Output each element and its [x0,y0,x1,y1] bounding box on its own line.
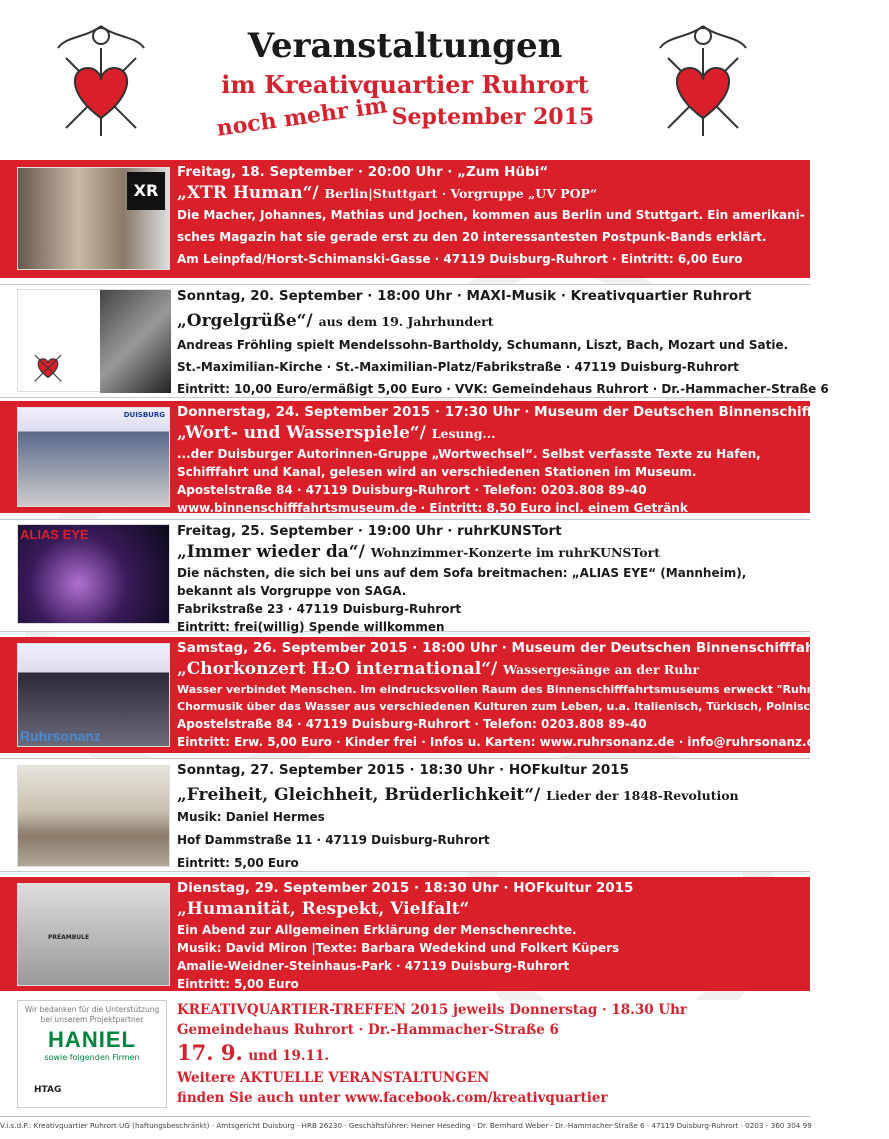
event-text: Schifffahrt und Kanal, gelesen wird an verschiedenen Stationen im Museum. [177,465,697,479]
event-card [0,284,829,398]
event-text: Wasser verbindet Menschen. Im eindrucksvollen Raum des Binnenschifffahrtsmuseums erweckt "Ruhrsonanz e.V." [177,683,889,696]
promo-line: Gemeindehaus Ruhrort · Dr.-Hammacher-Straße 6 [177,1022,559,1038]
event-title: „XTR Human“/ Berlin|Stuttgart · Vorgruppe „UV POP“ [177,183,598,203]
scribble-text: noch mehr im [214,92,389,142]
event-text: Eintritt: frei(willig) Spende willkommen [177,620,445,634]
event-text: Andreas Fröhling spielt Mendelssohn-Bartholdy, Schumann, Liszt, Bach, Mozart und Satie. [177,338,789,352]
sacred-heart-emblem-icon [26,340,70,388]
page-title: Veranstaltungen [247,26,563,66]
sponsor-thanks: Wir bedanken für die Unterstützung bei unserem Projektpartner [24,1005,160,1024]
event-text: Am Leinpfad/Horst-Schimanski-Gasse · 47119 Duisburg-Ruhrort · Eintritt: 6,00 Euro [177,252,743,266]
event-text: Chormusik über das Wasser aus verschiedenen Kulturen zum Leben, u.a. Italienisch, Türkisch, Polnisch, Japanisch. [177,700,889,713]
event-text: ...der Duisburger Autorinnen-Gruppe „Wortwechsel“. Selbst verfasste Texte zu Hafen, [177,447,761,461]
event-date: Donnerstag, 24. September 2015 · 17:30 Uhr · Museum der Deutschen Binnenschifffahrt [177,404,851,420]
header [0,0,810,158]
footer [0,1000,810,1112]
promo-line: KREATIVQUARTIER-TREFFEN 2015 jeweils Donnerstag · 18.30 Uhr [177,1002,688,1018]
event-photo [17,167,170,270]
event-text: Musik: Daniel Hermes [177,810,325,824]
event-photo [17,765,170,867]
event-text: Die Macher, Johannes, Mathias und Jochen, kommen aus Berlin und Stuttgart. Ein amerikani- [177,208,805,222]
event-title: „Immer wieder da“/ Wohnzimmer-Konzerte im ruhrKUNSTort [177,542,661,562]
sponsor-firms: sowie folgenden Firmen [44,1053,140,1062]
event-photo: PRÉAMBULE [17,883,170,986]
event-card [0,401,851,515]
event-card [0,637,889,753]
imprint: V.i.s.d.P.: Kreativquartier Ruhrort UG (haftungsbeschränkt) · Amtsgericht Duisburg · HRB 26230 · Geschäftsführer: Heiner Heseding · Dr. Bernhard Weber · Dr.-Hammacher-Straße 6 · 47119 Duisburg-Ruhrort · 0203 - 360 304 99 [0,1116,810,1130]
event-date: Samstag, 26. September 2015 · 18:00 Uhr · Museum der Deutschen Binnenschifffahrt [177,640,828,656]
event-text: www.binnenschifffahrtsmuseum.de · Eintritt: 8,50 Euro incl. einem Getränk [177,501,688,515]
event-text: Eintritt: Erw. 5,00 Euro · Kinder frei · Infos u. Karten: www.ruhrsonanz.de · info@ruhrsonanz.de [177,735,824,749]
event-text: Eintritt: 5,00 Euro [177,856,299,870]
event-date: Sonntag, 20. September · 18:00 Uhr · MAXI-Musik · Kreativquartier Ruhrort [177,288,752,304]
event-date: Freitag, 18. September · 20:00 Uhr · „Zum Hübi“ [177,164,549,180]
event-photo: ALIAS EYE [17,524,170,624]
event-text: Fabrikstraße 23 · 47119 Duisburg-Ruhrort [177,602,462,616]
promo-text [177,1000,802,1108]
event-text: Die nächsten, die sich bei uns auf dem Sofa breitmachen: „ALIAS EYE“ (Mannheim), [177,566,747,580]
month-text: September 2015 [391,104,595,130]
promo-line: Weitere AKTUELLE VERANSTALTUNGEN [177,1070,490,1086]
event-date: Freitag, 25. September · 19:00 Uhr · ruhrKUNSTort [177,523,562,539]
event-card [0,160,810,278]
event-title: „Freiheit, Gleichheit, Brüderlichkeit“/ Lieder der 1848-Revolution [177,785,739,805]
xr-logo: XR [127,172,165,210]
event-photo [17,289,170,392]
event-date: Sonntag, 27. September 2015 · 18:30 Uhr · HOFkultur 2015 [177,762,630,778]
event-title: „Wort- und Wasserspiele“/ Lesung... [177,423,496,443]
event-text: Apostelstraße 84 · 47119 Duisburg-Ruhrort · Telefon: 0203.808 89-40 [177,483,647,497]
promo-dates: 17. 9. und 19.11. [177,1040,330,1065]
event-text: Apostelstraße 84 · 47119 Duisburg-Ruhrort · Telefon: 0203.808 89-40 [177,717,647,731]
event-text: Eintritt: 10,00 Euro/ermäßigt 5,00 Euro · VVK: Gemeindehaus Ruhrort · Dr.-Hammacher-Straße 6 [177,382,829,396]
haniel-logo: HANIEL [48,1027,136,1052]
event-card [0,519,810,632]
event-title: „Humanität, Respekt, Vielfalt“ [177,899,470,919]
event-title: „Orgelgrüße“/ aus dem 19. Jahrhundert [177,311,494,331]
event-text: Eintritt: 5,00 Euro [177,977,299,991]
facebook-link[interactable]: finden Sie auch unter www.facebook.com/kreativquartier [177,1090,608,1106]
event-text: Amalie-Weidner-Steinhaus-Park · 47119 Duisburg-Ruhrort [177,959,570,973]
event-title: „Chorkonzert H₂O international“/ Wassergesänge an der Ruhr [177,659,700,679]
event-text: Hof Dammstraße 11 · 47119 Duisburg-Ruhrort [177,833,490,847]
sponsor-box [17,1000,167,1108]
page-subtitle: im Kreativquartier Ruhrort [221,70,589,99]
event-text: sches Magazin hat sie gerade erst zu den 20 interessantesten Postpunk-Bands erklärt. [177,230,767,244]
page-month [0,92,810,142]
htag-logo: HTAG [34,1085,62,1095]
event-card [0,758,810,872]
event-card [0,877,810,991]
event-text: bekannt als Vorgruppe von SAGA. [177,584,407,598]
event-text: Musik: David Miron |Texte: Barbara Wedekind und Folkert Küpers [177,941,620,955]
event-photo: DUISBURG [17,407,170,507]
event-text: St.-Maximilian-Kirche · St.-Maximilian-Platz/Fabrikstraße · 47119 Duisburg-Ruhrort [177,360,739,374]
event-text: Ein Abend zur Allgemeinen Erklärung der Menschenrechte. [177,923,577,937]
event-photo: Ruhrsonanz [17,643,170,747]
event-date: Dienstag, 29. September 2015 · 18:30 Uhr · HOFkultur 2015 [177,880,634,896]
